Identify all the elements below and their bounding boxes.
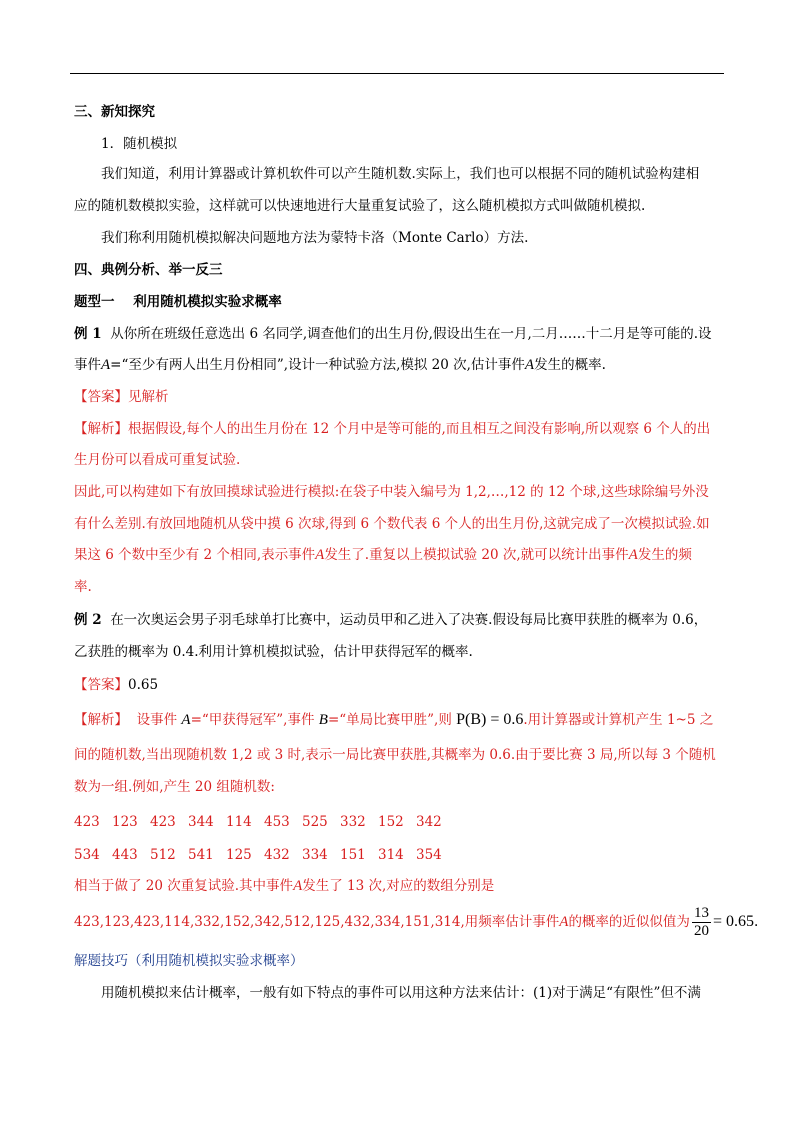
type1-heading: 题型一 利用随机模拟实验求概率 (74, 294, 282, 310)
example2-answer: 【答案】0.65 (74, 677, 159, 693)
example1-line2: 事件A=“至少有两人出生月份相同”,设计一种试验方法,模拟 20 次,估计事件A发生的概率. (74, 357, 606, 373)
example2-analysis-line3: 数为一组.例如,产生 20 组随机数: (74, 779, 275, 795)
answer-tag: 【答案】 (74, 677, 128, 693)
example2-label: 例 2 (74, 612, 102, 628)
tip-title: 解题技巧（利用随机模拟实验求概率） (74, 953, 304, 969)
random-number: 123 (112, 814, 138, 830)
random-number: 344 (188, 814, 214, 830)
random-number: 423 (74, 814, 100, 830)
example1-label: 例 1 (74, 326, 102, 342)
example2-analysis-line6: 相当于做了 20 次重复试验.其中事件A发生了 13 次,对应的数组分别是 (74, 878, 495, 894)
example1-answer: 【答案】见解析 (74, 389, 169, 405)
subsection-random-simulation: 1．随机模拟 (101, 136, 178, 152)
example2-analysis-line2: 间的随机数,当出现随机数 1,2 或 3 时,表示一局比赛甲获胜,其概率为 0.6.由于要比赛 3 局,所以每 3 个随机 (74, 747, 716, 763)
para1-line2: 应的随机数模拟实验，这样就可以快速地进行大量重复试验了，这么随机模拟方式叫做随机模拟. (74, 198, 646, 214)
example2-analysis-line7: 423,123,423,114,332,152,342,512,125,432,334,151,314,用频率估计事件A的概率的近似似值为 $\frac{13}{20}$ = 0.65. (74, 905, 759, 939)
random-number: 443 (112, 847, 138, 863)
example1-analysis-line4: 有什么差别.有放回地随机从袋中摸 6 次球,得到 6 个数代表 6 个人的出生月份,这就完成了一次模拟试验.如 (74, 516, 710, 532)
random-number: 151 (340, 847, 366, 863)
example1-line1: 例 1 从你所在班级任意选出 6 名同学,调查他们的出生月份,假设出生在一月,二月……十二月是等可能的.设 (74, 326, 712, 342)
random-number: 334 (302, 847, 328, 863)
example2-line2: 乙获胜的概率为 0.4.利用计算机模拟试验，估计甲获得冠军的概率. (74, 644, 473, 660)
random-number: 125 (226, 847, 252, 863)
section-3-heading: 三、新知探究 (74, 104, 155, 120)
random-number: 152 (378, 814, 404, 830)
analysis-tag: 【解析】 (74, 712, 128, 728)
random-number: 453 (264, 814, 290, 830)
header-rule (70, 73, 724, 74)
random-number: 342 (416, 814, 442, 830)
random-number: 423 (150, 814, 176, 830)
example1-analysis-line5: 果这 6 个数中至少有 2 个相同,表示事件A发生了.重复以上模拟试验 20 次,就可以统计出事件A发生的频 (74, 547, 692, 563)
random-number: 332 (340, 814, 366, 830)
para1-line1: 我们知道，利用计算器或计算机软件可以产生随机数.实际上，我们也可以根据不同的随机试验构建相 (101, 166, 700, 182)
example2-analysis-line1: 【解析】 设事件 A=“甲获得冠军”,事件 B=“单局比赛甲胜”,则 P(B) = 0.6.用计算器或计算机产生 1~5 之 (74, 711, 714, 728)
answer-tag: 【答案】 (74, 389, 128, 405)
random-number: 541 (188, 847, 214, 863)
para2: 我们称利用随机模拟解决问题地方法为蒙特卡洛（Monte Carlo）方法. (101, 230, 529, 246)
random-number: 512 (150, 847, 176, 863)
fraction-13-20: $\frac{13}{20}$ (693, 905, 709, 939)
analysis-tag: 【解析】 (74, 421, 128, 437)
random-number: 354 (416, 847, 442, 863)
random-number: 314 (378, 847, 404, 863)
random-numbers-row1 (74, 813, 454, 831)
example1-analysis-line1: 【解析】根据假设,每个人的出生月份在 12 个月中是等可能的,而且相互之间没有影响,所以观察 6 个人的出 (74, 421, 711, 437)
example1-analysis-line2: 生月份可以看成可重复试验. (74, 452, 241, 468)
random-number: 114 (226, 814, 252, 830)
tip-line1: 用随机模拟来估计概率，一般有如下特点的事件可以用这种方法来估计：(1)对于满足“有限性”但不满 (101, 985, 701, 1001)
random-number: 534 (74, 847, 100, 863)
example1-analysis-line6: 率. (74, 579, 92, 595)
section-4-heading: 四、典例分析、举一反三 (74, 262, 223, 278)
example2-line1: 例 2 在一次奥运会男子羽毛球单打比赛中，运动员甲和乙进入了决赛.假设每局比赛甲获胜的概率为 0.6， (74, 612, 708, 628)
formula-pb: P(B) = 0.6 (456, 711, 524, 728)
random-number: 432 (264, 847, 290, 863)
random-number: 525 (302, 814, 328, 830)
random-numbers-row2 (74, 846, 454, 864)
example1-analysis-line3: 因此,可以构建如下有放回摸球试验进行模拟:在袋子中装入编号为 1,2,…,12 的 12 个球,这些球除编号外没 (74, 484, 709, 500)
